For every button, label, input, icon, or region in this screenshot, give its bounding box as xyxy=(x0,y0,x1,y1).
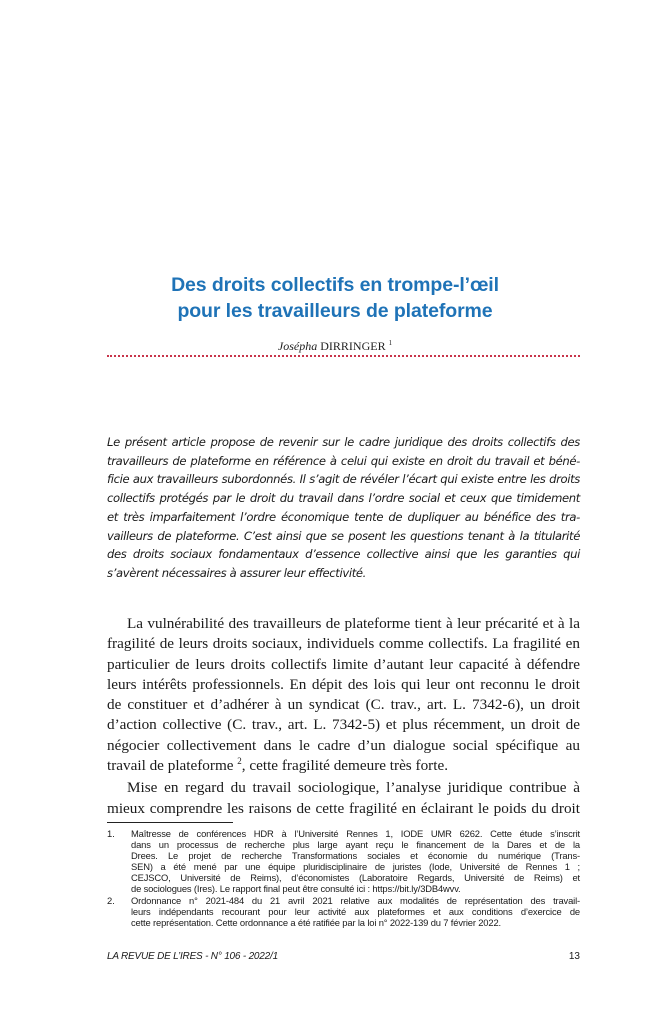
abstract-line: Le présent article propose de revenir sur le cadre juridique des droits collectifs des xyxy=(107,435,580,449)
body-line: La vulnérabilité des travailleurs de plateforme tient à leur précarité et à la xyxy=(127,615,580,632)
abstract-line: collectifs protégés par le droit du travail dans l’ordre social et ceux que timidement xyxy=(107,491,580,506)
body-line: leurs intérêts professionnels. En dépit des lois qui leur ont reconnu le droit xyxy=(107,675,580,693)
body-line: d’action collective (C. trav., art. L. 7342-5) et plus récemment, un droit de xyxy=(107,716,580,734)
paragraph-2 xyxy=(107,778,580,819)
journal-name: LA REVUE DE L’IRES - N° 106 - 2022/1 xyxy=(107,951,278,962)
paragraph-1 xyxy=(107,614,580,776)
abstract xyxy=(107,433,580,583)
abstract-line: ficie aux travailleurs subordonnés. Il s’agit de révéler l’écart qui existe entre les droits xyxy=(107,472,580,487)
body-line-text: , cette fragilité demeure très forte. xyxy=(241,757,448,775)
body-line: Mise en regard du travail sociologique, l’analyse juridique contribue à xyxy=(127,779,580,797)
footnote-line: Maîtresse de conférences HDR à l’Université Rennes 1, IODE UMR 6262. Cette étude s’inscrit xyxy=(131,828,580,839)
footnote-line: dans un processus de recherche plus large ayant reçu le financement de la Dares et de la xyxy=(131,839,580,851)
footnote-body xyxy=(131,828,580,895)
abstract-line: et très imparfaitement l’ordre économique tente de dupliquer au bénéfice des tra- xyxy=(107,509,580,524)
footnote-number: 1. xyxy=(107,828,115,839)
abstract-line: s’avèrent nécessaires à assurer leur effectivité. xyxy=(107,565,367,580)
body-line: de constituer et d’adhérer à un syndicat (C. trav., art. L. 7342-6), un droit xyxy=(107,696,580,714)
article-title xyxy=(100,272,570,324)
title-separator-rule xyxy=(107,355,580,357)
running-footer xyxy=(107,951,580,962)
footnote-number: 2. xyxy=(107,894,115,906)
body-line: particulier de leurs droits collectifs limite d’autant leur capacité à défendre xyxy=(107,655,580,673)
footnote-line: SEN) a été mené par une équipe pluridisciplinaire de juristes (Iode, Université de Rennes 1 ; xyxy=(131,861,580,873)
abstract-line: des droits sociaux fondamentaux d’essence collective ainsi que les garanties qui xyxy=(107,547,580,562)
footnote-1 xyxy=(107,828,580,895)
footnotes xyxy=(107,828,580,928)
footnote-line: Drees. Le projet de recherche Transformations sociales et économie du numérique (Trans- xyxy=(131,850,580,862)
footnote-line: Ordonnance n° 2021-484 du 21 avril 2021 relative aux modalités de représentation des travail- xyxy=(131,894,580,906)
footnote-ref-2[interactable]: 2 xyxy=(237,756,242,767)
body-line xyxy=(107,756,580,776)
author-given-name: Josépha xyxy=(277,339,318,353)
footnote-line: CEJSCO, Université de Reims), d’économistes (Laboratoire Regards, Université de Reims) et xyxy=(131,872,580,884)
author-footnote-ref[interactable]: 1 xyxy=(388,339,393,347)
footnote-separator-rule xyxy=(107,822,233,823)
body-line: fragilité de leurs droits sociaux, individuels comme collectifs. La fragilité en xyxy=(107,635,580,653)
footnote-2 xyxy=(107,895,580,928)
author-family-name: DIRRINGER xyxy=(320,339,386,353)
author-byline xyxy=(100,339,570,354)
abstract-line: travailleurs de plateforme en référence à celui qui existe en droit du travail et béné- xyxy=(107,453,580,468)
title-line-2: pour les travailleurs de plateforme xyxy=(177,300,493,322)
footnote-line: leurs indépendants recourant pour leur activité aux plateformes et aux conditions d’exercice de xyxy=(131,905,580,917)
body-line: négocier collectivement dans le cadre d’un dialogue social spécifique au xyxy=(107,736,580,754)
page-number: 13 xyxy=(568,951,580,962)
body-text xyxy=(107,614,580,819)
title-line-1: Des droits collectifs en trompe-l’œil xyxy=(171,274,499,296)
body-line-text: travail de plateforme xyxy=(107,757,238,775)
abstract-line: vailleurs de plateforme. C’est ainsi que se posent les questions tenant à la titularité xyxy=(107,528,580,543)
body-line: mieux comprendre les raisons de cette fragilité en éclairant le poids du droit xyxy=(107,799,580,817)
footnote-body xyxy=(131,895,580,928)
footnote-line-with-link[interactable]: de sociologues (Ires). Le rapport final peut être consulté ici : https://bit.ly/3DB4wvv. xyxy=(131,883,461,895)
footnote-line: cette représentation. Cette ordonnance a été ratifiée par la loi n° 2022-139 du 7 février 2022. xyxy=(131,916,501,928)
